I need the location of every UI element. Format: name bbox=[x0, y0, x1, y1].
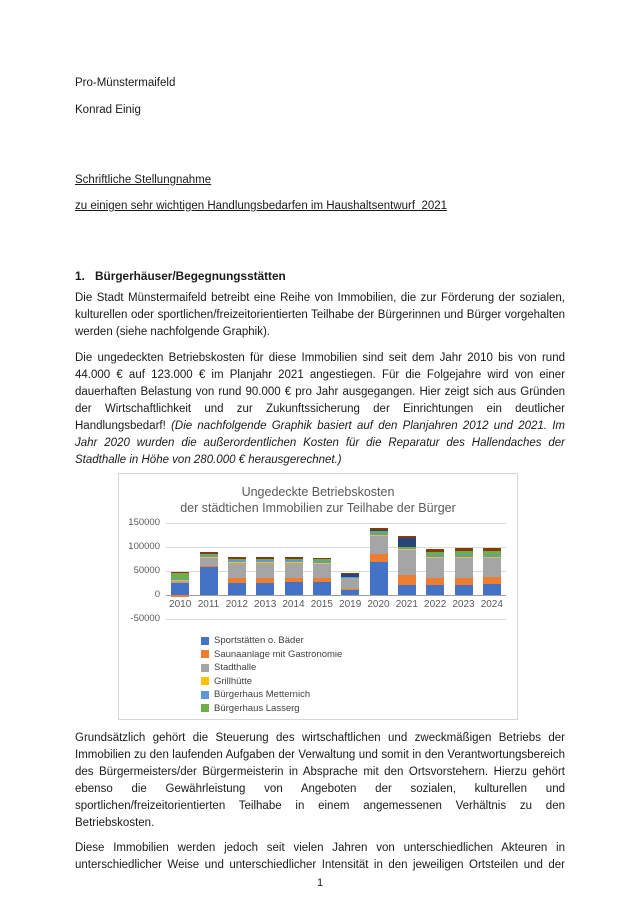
bar-segment bbox=[455, 557, 473, 578]
legend-label: Bürgerhaus Lasserg bbox=[214, 702, 300, 714]
bar-segment bbox=[171, 581, 189, 582]
bar-segment bbox=[398, 575, 416, 585]
bar-segment bbox=[483, 551, 501, 554]
bar-segment bbox=[341, 589, 359, 590]
legend-item bbox=[201, 634, 342, 648]
bar-segment bbox=[455, 555, 473, 557]
chart-title bbox=[119, 484, 517, 516]
chart-legend bbox=[201, 634, 342, 715]
bar-segment bbox=[285, 559, 303, 561]
bar-segment bbox=[200, 554, 218, 555]
bar-segment bbox=[285, 557, 303, 559]
bar-segment bbox=[200, 566, 218, 567]
bar-segment bbox=[256, 560, 274, 562]
bar-segment bbox=[256, 563, 274, 578]
bar-segment bbox=[285, 582, 303, 595]
bar-segment bbox=[455, 578, 473, 586]
legend-label: Grillhütte bbox=[214, 675, 253, 687]
bar-segment bbox=[228, 560, 246, 562]
paragraph-1: Die Stadt Münstermaifeld betreibt eine Reihe von Immobilien, die zur Förderung der sozialen, kulturellen oder sportlichen/freizeitorientierten Teilhabe der Bürgerinnen und Bürger vorgehalten werden (siehe nachfolgende Graphik). bbox=[75, 292, 565, 338]
y-axis-tick-label: 150000 bbox=[128, 517, 160, 528]
legend-swatch bbox=[201, 664, 209, 672]
bar-segment bbox=[285, 578, 303, 582]
bar-segment bbox=[285, 563, 303, 578]
y-axis-tick-label: 0 bbox=[154, 589, 160, 600]
section-title: Bürgerhäuser/Begegnungsstätten bbox=[95, 269, 286, 283]
bar-segment bbox=[483, 577, 501, 584]
bar-segment bbox=[171, 579, 189, 580]
subject-line-2: zu einigen sehr wichtigen Handlungsbedarfen im Haushaltsentwurf 2021 bbox=[75, 200, 448, 212]
x-axis-tick-label: 2021 bbox=[395, 599, 418, 610]
bar-segment bbox=[200, 555, 218, 556]
legend-swatch bbox=[201, 637, 209, 645]
legend-item bbox=[201, 648, 342, 662]
bar-segment bbox=[370, 562, 388, 595]
bar-segment bbox=[228, 563, 246, 578]
x-axis-tick-label: 2010 bbox=[169, 599, 192, 610]
x-axis-tick-label: 2014 bbox=[282, 599, 305, 610]
bar-segment bbox=[313, 558, 331, 560]
chart-figure bbox=[118, 473, 518, 720]
bar-segment bbox=[200, 567, 218, 595]
bar-segment bbox=[256, 578, 274, 582]
section-number: 1. bbox=[75, 269, 85, 283]
bar-segment bbox=[370, 533, 388, 534]
bar-segment bbox=[256, 559, 274, 561]
bar-segment bbox=[483, 548, 501, 551]
x-axis-tick-label: 2020 bbox=[367, 599, 390, 610]
x-axis-tick-label: 2019 bbox=[339, 599, 362, 610]
bar-segment bbox=[370, 530, 388, 531]
bar-segment bbox=[341, 577, 359, 578]
bar-segment bbox=[171, 580, 189, 581]
subject-line-1: Schriftliche Stellungnahme bbox=[75, 174, 212, 186]
paragraph-4: Diese Immobilien werden jedoch seit vielen Jahren von unterschiedlichen Akteuren in unterschiedlicher Weise und unterschiedlicher Intensität in den jeweiligen Ortsteilen und der bbox=[75, 842, 565, 871]
bar-segment bbox=[341, 573, 359, 574]
x-axis-tick-label: 2015 bbox=[310, 599, 333, 610]
bar-segment bbox=[398, 536, 416, 538]
bar-segment bbox=[455, 548, 473, 551]
x-axis-tick-label: 2013 bbox=[254, 599, 277, 610]
bar-segment bbox=[483, 555, 501, 557]
bar-segment bbox=[228, 578, 246, 582]
paragraph-2-regular: Die ungedeckten Betriebskosten für diese Immobilien sind seit dem Jahr 2010 bis von rund 44.000 € auf 123.000 € im Planjahr 2021 angestiegen. Für die Folgejahre wird von einer dauerhaften Belastung von rund 90.000 € pro Jahr ausgegangen. Hier zeigt sich aus Gründen der Wirtschaftlichkeit und zur Zukunftssicherung der Einrichtungen ein deutlicher Handlungsbedarf! bbox=[75, 352, 565, 432]
bar-segment bbox=[398, 585, 416, 595]
bar-segment bbox=[228, 583, 246, 595]
paragraph-2 bbox=[75, 350, 565, 469]
bar-segment bbox=[171, 583, 189, 595]
x-axis-tick-label: 2023 bbox=[452, 599, 475, 610]
page-number: 1 bbox=[316, 877, 324, 889]
bar-segment bbox=[426, 549, 444, 552]
x-axis-tick-label: 2012 bbox=[225, 599, 248, 610]
bar-segment bbox=[455, 585, 473, 595]
legend-item bbox=[201, 702, 342, 716]
legend-item bbox=[201, 688, 342, 702]
bar-segment bbox=[370, 528, 388, 530]
bar-segment bbox=[370, 554, 388, 562]
x-axis-tick-label: 2024 bbox=[480, 599, 503, 610]
bar-segment bbox=[285, 560, 303, 562]
y-axis-tick-label: 100000 bbox=[128, 541, 160, 552]
bar-segment bbox=[200, 552, 218, 554]
section-heading bbox=[75, 268, 565, 284]
bar-segment bbox=[256, 557, 274, 559]
chart-title-line-1: Ungedeckte Betriebskosten bbox=[241, 485, 395, 499]
bar-segment bbox=[370, 535, 388, 554]
org-name: Pro-Münstermaifeld bbox=[75, 77, 176, 89]
chart-plot bbox=[128, 517, 506, 624]
legend-swatch bbox=[201, 650, 209, 658]
bar-segment bbox=[426, 585, 444, 595]
bar-segment bbox=[171, 572, 189, 573]
bar-segment bbox=[313, 578, 331, 582]
legend-label: Bürgerhaus Metternich bbox=[214, 689, 311, 701]
x-axis-tick-label: 2022 bbox=[424, 599, 447, 610]
legend-item bbox=[201, 675, 342, 689]
bar-segment bbox=[313, 582, 331, 595]
bar-segment bbox=[455, 551, 473, 554]
bar-segment bbox=[341, 574, 359, 577]
author-name: Konrad Einig bbox=[75, 104, 141, 116]
legend-label: Sportstätten o. Bäder bbox=[214, 635, 304, 647]
legend-item bbox=[201, 661, 342, 675]
bar-segment bbox=[228, 557, 246, 559]
x-axis-line bbox=[166, 595, 506, 596]
gridline bbox=[166, 619, 506, 620]
paragraph-2-italic: (Die nachfolgende Graphik basiert auf den Planjahren 2012 und 2021. Im Jahr 2020 wurden die außerordentlichen Kosten für die Reparatur des Hallendaches der Stadthalle in Höhe von 280.000 € herausgerechnet.) bbox=[75, 420, 565, 466]
bar-segment bbox=[171, 595, 189, 597]
bar-segment bbox=[426, 552, 444, 555]
bar-segment bbox=[341, 578, 359, 589]
bar-segment bbox=[426, 555, 444, 557]
bar-segment bbox=[256, 583, 274, 595]
bar-segment bbox=[398, 538, 416, 546]
legend-label: Stadthalle bbox=[214, 662, 257, 674]
gridline bbox=[166, 523, 506, 524]
x-axis-tick-label: 2011 bbox=[197, 599, 220, 610]
bar-segment bbox=[483, 584, 501, 595]
bar-segment bbox=[426, 578, 444, 585]
bar-segment bbox=[341, 590, 359, 595]
bar-segment bbox=[398, 548, 416, 549]
legend-swatch bbox=[201, 691, 209, 699]
legend-swatch bbox=[201, 704, 209, 712]
bar-segment bbox=[398, 550, 416, 575]
bar-segment bbox=[483, 557, 501, 577]
bar-segment bbox=[200, 557, 218, 566]
y-axis-tick-label: 50000 bbox=[133, 565, 160, 576]
bar-segment bbox=[426, 558, 444, 579]
y-axis-tick-label: -50000 bbox=[130, 613, 160, 624]
bar-segment bbox=[398, 547, 416, 549]
bar-segment bbox=[313, 564, 331, 578]
legend-swatch bbox=[201, 677, 209, 685]
legend-label: Saunaanlage mit Gastronomie bbox=[214, 648, 343, 660]
chart-title-line-2: der städtichen Immobilien zur Teilhabe der Bürger bbox=[180, 501, 456, 515]
bar-segment bbox=[228, 559, 246, 561]
bar-segment bbox=[171, 573, 189, 579]
bar-segment bbox=[313, 561, 331, 563]
bar-segment bbox=[313, 559, 331, 561]
paragraph-3: Grundsätzlich gehört die Steuerung des wirtschaftlichen und zweckmäßigen Betriebs der Immobilien zu den laufenden Aufgaben der Verwaltung und somit in den Verantwortungsbereich des Bürgermeisters/der Bürgermeisterin in Absprache mit den Ortsvorstehern. Hierzu gehört ebenso die Gewährleistung von Angeboten der sozialen, kulturellen und sportlichen/freizeitorientierten Teilhabe in einem angemessenen Verhältnis zu den Betriebskosten. bbox=[75, 732, 565, 829]
bar-segment bbox=[370, 531, 388, 533]
